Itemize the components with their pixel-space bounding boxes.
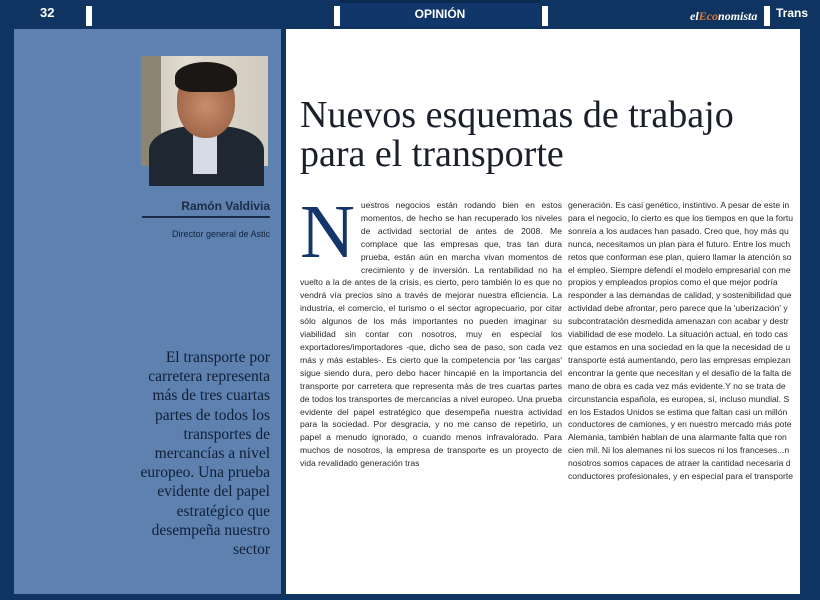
- brand-logo: elEconomista: [690, 9, 758, 23]
- article-column-2-line: el empleo. Siempre defendí el modelo empresarial con me: [568, 264, 791, 275]
- next-section-label: Trans: [776, 6, 809, 20]
- pull-quote: El transporte por carretera representa más de tres cuartas partes de todos los transportes de mercancías a nivel europeo. Una prueba evidente del papel estratégico que desempeña nuestro sector: [140, 349, 270, 559]
- bottom-border: [0, 594, 800, 600]
- article-column-2-line: conductores profesionales, y en especial para el transporte: [568, 471, 794, 482]
- header-divider: [764, 6, 770, 26]
- article-column-2-line: propios y empleados propios como el que mejor podría: [568, 277, 778, 288]
- article-column-2-line: subcontratación desmedida amenazan con acabar y destr: [568, 316, 789, 327]
- article-column-2-line: en los Estados Unidos se estima que faltan casi un millón: [568, 406, 788, 417]
- article-column-2-line: circunstancia española, es europea, sí, incluso mundial. S: [568, 393, 790, 404]
- section-title: OPINIÓN: [340, 0, 540, 26]
- article-column-2-line: cien mil. Ni los alemanes ni los suecos ni los franceses...n: [568, 445, 790, 456]
- page-number: 32: [40, 5, 55, 20]
- article-column-2-line: nosotros somos capaces de atraer la cantidad necesaria d: [568, 458, 791, 469]
- article-column-2-line: nunca, necesitamos un plan para el futuro. Entre los much: [568, 238, 791, 249]
- article-headline: Nuevos esquemas de trabajo para el transporte: [300, 94, 734, 175]
- article-column-1: [300, 190, 562, 470]
- top-header-bar: [0, 0, 809, 26]
- author-sidebar: [14, 29, 281, 594]
- article-column-2-line: encontrar la gente que necesitan y el desafío de la falta de: [568, 367, 792, 378]
- author-role: Director general de Astic: [171, 229, 270, 239]
- article-column-2-line: para el negocio, lo cierto es que los tiempos en que la fortu: [568, 212, 794, 223]
- article-column-2-line: conductores de camiones, y en nuestro mercado más pote: [568, 419, 792, 430]
- article-column-2-line: que estamos en una sociedad en la que la necesidad de u: [568, 341, 791, 352]
- article-column-2-line: generación. Es casi genético, instintivo. A pesar de este in: [568, 200, 790, 210]
- author-divider: [142, 216, 270, 218]
- article-column-2-line: Alemania, también hablan de una alarmante falta que ron: [568, 432, 787, 443]
- article-column-2-line: sonreía a los audaces han pasado. Creo que, hoy más qu: [568, 225, 789, 236]
- article-column-2-line: viabilidad de ese modelo. La situación actual, en todo cas: [568, 329, 788, 340]
- author-photo: [141, 56, 268, 166]
- header-divider: [86, 6, 92, 26]
- article-column-2-line: retos que conforman ese plan, quiero llamar la atención so: [568, 251, 792, 262]
- article-column-2-line: mano de obra es cada vez más evidente.Y no se trata de: [568, 380, 786, 391]
- header-divider: [542, 6, 548, 26]
- article-column-2-line: responder a las demandas de calidad, y sostenibilidad que: [568, 290, 792, 301]
- article-column-2: [568, 199, 800, 483]
- author-name: Ramón Valdivia: [181, 199, 270, 213]
- article-column-2-line: actividad debe afrontar, pero parece que la 'uberización' y: [568, 303, 788, 314]
- drop-cap: N: [300, 190, 355, 274]
- article-column-2-line: transporte está aumentando, pero las empresas empiezan: [568, 354, 791, 365]
- article-column-1-text: uestros negocios están rodando bien en estos momentos, de hecho se han recuperado los niveles de actividad sectorial de antes de 2008. Me complace que las empresas que, tras tan dura prueba, están aún en marcha vivan momentos de crecimiento y de inversión. La rentabilidad no ha vuelto a la de antes de la crisis, es cierto, pero también lo es que no vendrá vía precios sino a través de mejorar nuestra eficiencia. La industria, el comercio, el turismo o el sector agropecuario, por citar sólo algunos de los más importantes no pueden imaginar su viabilidad sin contar con nosotros, muy en especial los exportadores/importadores -que, dicho sea de paso, son cada vez más y más estables-. Es cierto que la competencia por 'las cargas' sigue siendo dura, pero debo hacer hincapié en la importancia del transporte por carretera que representa más de tres cuartas partes de todos los transportes de mercancías a nivel europeo. Una prueba evidente del papel estratégico que desempeña nuestra actividad para la sociedad. Por desgracia, y no me canso de repetirlo, un papel a menudo ignorado, o cuando menos infravalorado. Para muchos de nosotros, la empresa de transporte es un proyecto de vida revalidado generación tras: [300, 200, 562, 469]
- article: [286, 29, 800, 594]
